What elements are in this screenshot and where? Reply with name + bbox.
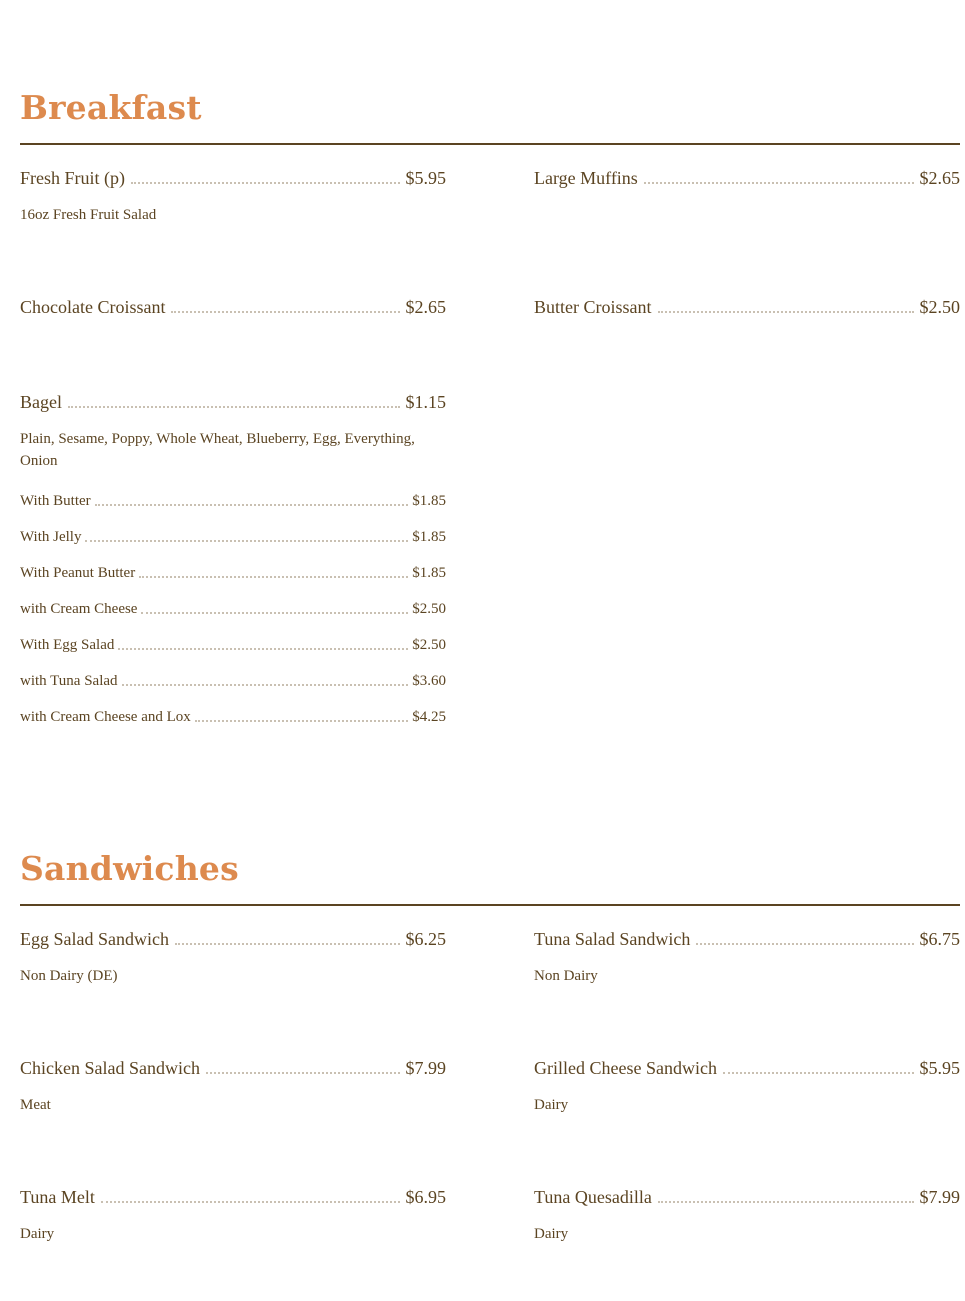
dot-leader (195, 719, 408, 722)
item-name: Large Muffins (534, 168, 638, 188)
menu-item-butter-croissant[interactable] (534, 296, 960, 318)
dot-leader (658, 310, 914, 313)
item-name: Butter Croissant (534, 297, 652, 317)
dot-leader (175, 942, 400, 945)
breakfast-divider (20, 143, 960, 145)
bagel-option[interactable] (20, 672, 446, 690)
dot-leader (723, 1071, 914, 1074)
item-name: Chicken Salad Sandwich (20, 1058, 200, 1078)
option-name: with Tuna Salad (20, 673, 118, 689)
item-description: Plain, Sesame, Poppy, Whole Wheat, Blueberry, Egg, Everything, Onion (20, 431, 415, 469)
menu-item-tuna-quesadilla[interactable] (534, 1186, 960, 1208)
option-price: $1.85 (412, 565, 446, 581)
bagel-option[interactable] (20, 636, 446, 654)
dot-leader (101, 1200, 400, 1203)
bagel-option[interactable] (20, 708, 446, 726)
menu-item-large-muffins[interactable] (534, 167, 960, 189)
item-price: $6.75 (919, 929, 960, 949)
option-name: with Cream Cheese (20, 601, 138, 617)
menu-item-chicken-salad-sandwich[interactable] (20, 1057, 446, 1079)
menu-item-grilled-cheese-sandwich[interactable] (534, 1057, 960, 1079)
menu-item-egg-salad-sandwich[interactable] (20, 928, 446, 950)
option-price: $2.50 (412, 601, 446, 617)
item-price: $5.95 (405, 168, 446, 188)
dot-leader (658, 1200, 914, 1203)
dot-leader (206, 1071, 400, 1074)
menu-item-tuna-salad-sandwich[interactable] (534, 928, 960, 950)
dot-leader (68, 405, 400, 408)
item-name: Chocolate Croissant (20, 297, 166, 317)
item-description: Dairy (534, 1097, 569, 1113)
dot-leader (95, 503, 409, 506)
bagel-option[interactable] (20, 600, 446, 618)
dot-leader (122, 683, 409, 686)
item-price: $7.99 (919, 1187, 960, 1207)
dot-leader (118, 647, 408, 650)
sandwiches-divider (20, 904, 960, 906)
item-name: Fresh Fruit (p) (20, 168, 125, 188)
item-price: $5.95 (919, 1058, 960, 1078)
item-price: $6.25 (405, 929, 446, 949)
option-name: With Peanut Butter (20, 565, 136, 581)
item-price: $2.65 (405, 297, 446, 317)
item-price: $1.15 (405, 392, 446, 412)
item-description: Dairy (20, 1226, 55, 1242)
item-price: $2.65 (919, 168, 960, 188)
item-description: Non Dairy (DE) (20, 968, 118, 984)
dot-leader (131, 181, 400, 184)
bagel-option[interactable] (20, 492, 446, 510)
item-description: Dairy (534, 1226, 569, 1242)
dot-leader (139, 575, 408, 578)
menu-item-tuna-melt[interactable] (20, 1186, 446, 1208)
item-description: Meat (20, 1097, 51, 1113)
dot-leader (85, 539, 408, 542)
option-name: With Butter (20, 493, 91, 509)
item-name: Tuna Melt (20, 1187, 95, 1207)
breakfast-title: Breakfast (20, 88, 202, 127)
bagel-option[interactable] (20, 528, 446, 546)
item-price: $2.50 (919, 297, 960, 317)
item-description: Non Dairy (534, 968, 598, 984)
option-price: $4.25 (412, 709, 446, 725)
menu-item-bagel[interactable] (20, 391, 446, 413)
dot-leader (696, 942, 913, 945)
item-description: 16oz Fresh Fruit Salad (20, 207, 157, 223)
item-name: Bagel (20, 392, 62, 412)
dot-leader (141, 611, 408, 614)
option-price: $3.60 (412, 673, 446, 689)
option-price: $1.85 (412, 529, 446, 545)
option-name: With Egg Salad (20, 637, 115, 653)
item-name: Tuna Quesadilla (534, 1187, 652, 1207)
item-price: $6.95 (405, 1187, 446, 1207)
bagel-option[interactable] (20, 564, 446, 582)
option-name: With Jelly (20, 529, 82, 545)
dot-leader (171, 310, 399, 313)
item-name: Tuna Salad Sandwich (534, 929, 691, 949)
item-price: $7.99 (405, 1058, 446, 1078)
option-price: $1.85 (412, 493, 446, 509)
sandwiches-title: Sandwiches (20, 849, 239, 888)
option-price: $2.50 (412, 637, 446, 653)
dot-leader (644, 181, 914, 184)
item-name: Grilled Cheese Sandwich (534, 1058, 717, 1078)
item-name: Egg Salad Sandwich (20, 929, 169, 949)
option-name: with Cream Cheese and Lox (20, 709, 191, 725)
menu-item-chocolate-croissant[interactable] (20, 296, 446, 318)
menu-item-fresh-fruit[interactable] (20, 167, 446, 189)
